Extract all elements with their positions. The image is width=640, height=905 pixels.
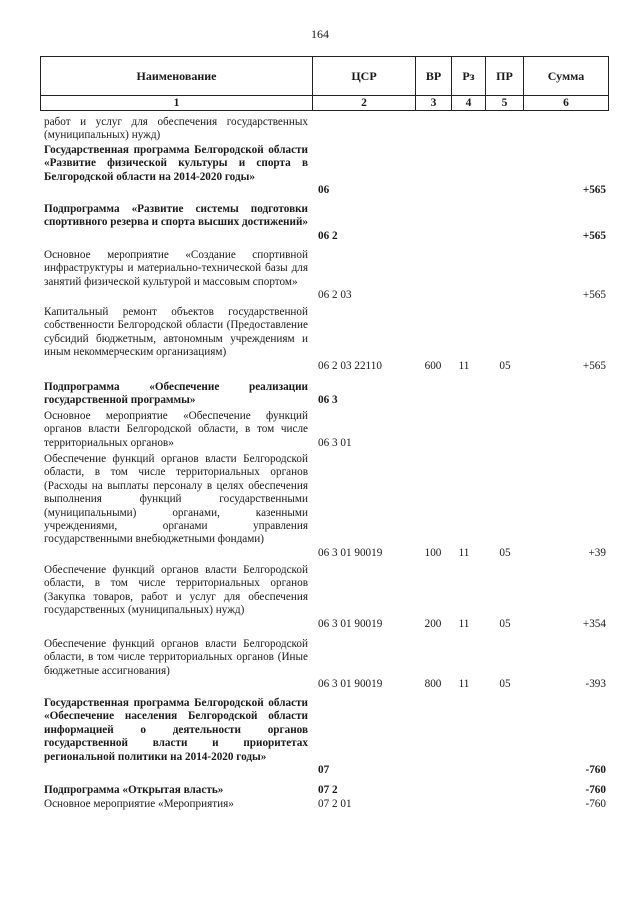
row-name: Государственная программа Белгородской области «Обеспечение населения Белгородской области информацией о деятельности органов государственной власти и приоритетах региональной политики на 2014-2020 годы» <box>44 697 308 763</box>
row-sum: -760 <box>585 763 606 776</box>
row-vr: 800 <box>424 678 442 691</box>
row-pr: 05 <box>499 617 511 630</box>
table-row <box>0 798 640 811</box>
header-num-2: 2 <box>313 96 416 111</box>
row-name: Подпрограмма «Открытая власть» <box>44 784 224 796</box>
row-name: Подпрограмма «Обеспечение реализации государственной программы» <box>44 381 308 407</box>
row-sum: +565 <box>582 289 606 302</box>
header-rz: Рз <box>452 57 486 96</box>
row-name: Основное мероприятие «Обеспечение функций органов власти Белгородской области, в том числе территориальных органов» <box>44 410 308 449</box>
row-name: Капитальный ремонт объектов государственной собственности Белгородской области (Предоставление субсидий бюджетным, автономным учреждениям и иным некоммерческим организациям) <box>44 306 308 359</box>
row-csr: 06 3 01 90019 <box>318 617 383 630</box>
row-name: Обеспечение функций органов власти Белгородской области, в том числе территориальных органов (Расходы на выплаты персоналу в целях обеспечения выполнения функций государственными (муниципальными) органами, казенными учреждениями, органами управления государственными внебюджетными фондами) <box>44 453 308 546</box>
header-pr: ПР <box>486 57 524 96</box>
row-pr: 05 <box>499 678 511 691</box>
row-csr: 06 <box>318 184 330 197</box>
row-name: Основное мероприятие «Мероприятия» <box>44 798 234 810</box>
row-csr: 06 2 03 22110 <box>318 359 382 372</box>
row-sum: +354 <box>582 617 606 630</box>
header-sum: Сумма <box>524 57 609 96</box>
table-row <box>0 784 640 797</box>
header-csr: ЦСР <box>313 57 416 96</box>
row-sum: -393 <box>585 678 606 691</box>
table-row <box>0 249 640 303</box>
table-row <box>0 638 640 692</box>
row-vr: 600 <box>424 359 442 372</box>
row-name: Подпрограмма «Развитие системы подготовки спортивного резерва и спорта высших достижений» <box>44 203 308 229</box>
table-row <box>0 453 640 560</box>
row-pr: 05 <box>499 359 511 372</box>
header-num-5: 5 <box>486 96 524 111</box>
row-vr: 200 <box>424 617 442 630</box>
row-sum: -760 <box>585 797 606 810</box>
table-row <box>0 381 640 408</box>
row-csr: 07 2 01 <box>318 797 352 810</box>
table-row <box>0 144 640 198</box>
row-sum: -760 <box>585 783 606 796</box>
table-row <box>0 203 640 243</box>
row-csr: 06 2 03 <box>318 289 352 302</box>
row-sum: +565 <box>582 359 606 372</box>
table-row <box>0 306 640 373</box>
row-csr: 07 2 <box>318 783 338 796</box>
table-row <box>0 697 640 777</box>
row-csr: 06 3 <box>318 394 338 407</box>
row-csr: 06 3 01 90019 <box>318 678 383 691</box>
row-rz: 11 <box>458 359 470 372</box>
row-name: работ и услуг для обеспечения государственных (муниципальных) нужд) <box>44 116 308 142</box>
row-pr: 05 <box>499 546 511 559</box>
row-sum: +565 <box>582 184 606 197</box>
row-name: Обеспечение функций органов власти Белгородской области, в том числе территориальных органов (Иные бюджетные ассигнования) <box>44 638 308 677</box>
header-num-4: 4 <box>452 96 486 111</box>
header-name: Наименование <box>41 57 313 96</box>
row-rz: 11 <box>458 546 470 559</box>
table-row <box>0 564 640 631</box>
row-csr: 06 3 01 <box>318 436 352 449</box>
row-csr: 07 <box>318 763 330 776</box>
row-csr: 06 3 01 90019 <box>318 546 383 559</box>
row-name: Обеспечение функций органов власти Белгородской области, в том числе территориальных органов (Закупка товаров, работ и услуг для обеспечения государственных (муниципальных) нужд) <box>44 564 308 617</box>
row-rz: 11 <box>458 678 470 691</box>
table-row <box>0 410 640 450</box>
header-num-1: 1 <box>41 96 313 111</box>
row-sum: +39 <box>588 546 606 559</box>
header-num-3: 3 <box>416 96 452 111</box>
row-csr: 06 2 <box>318 229 338 242</box>
row-rz: 11 <box>458 617 470 630</box>
header-num-6: 6 <box>524 96 609 111</box>
row-name: Основное мероприятие «Создание спортивной инфраструктуры и материально-технической базы для занятий физической культурой и массовым спортом» <box>44 249 308 288</box>
header-vr: ВР <box>416 57 452 96</box>
row-sum: +565 <box>582 229 606 242</box>
page-number: 164 <box>311 27 329 41</box>
table-row <box>0 116 640 143</box>
row-vr: 100 <box>424 546 442 559</box>
row-name: Государственная программа Белгородской области «Развитие физической культуры и спорта в Белгородской области на 2014-2020 годы» <box>44 144 308 183</box>
